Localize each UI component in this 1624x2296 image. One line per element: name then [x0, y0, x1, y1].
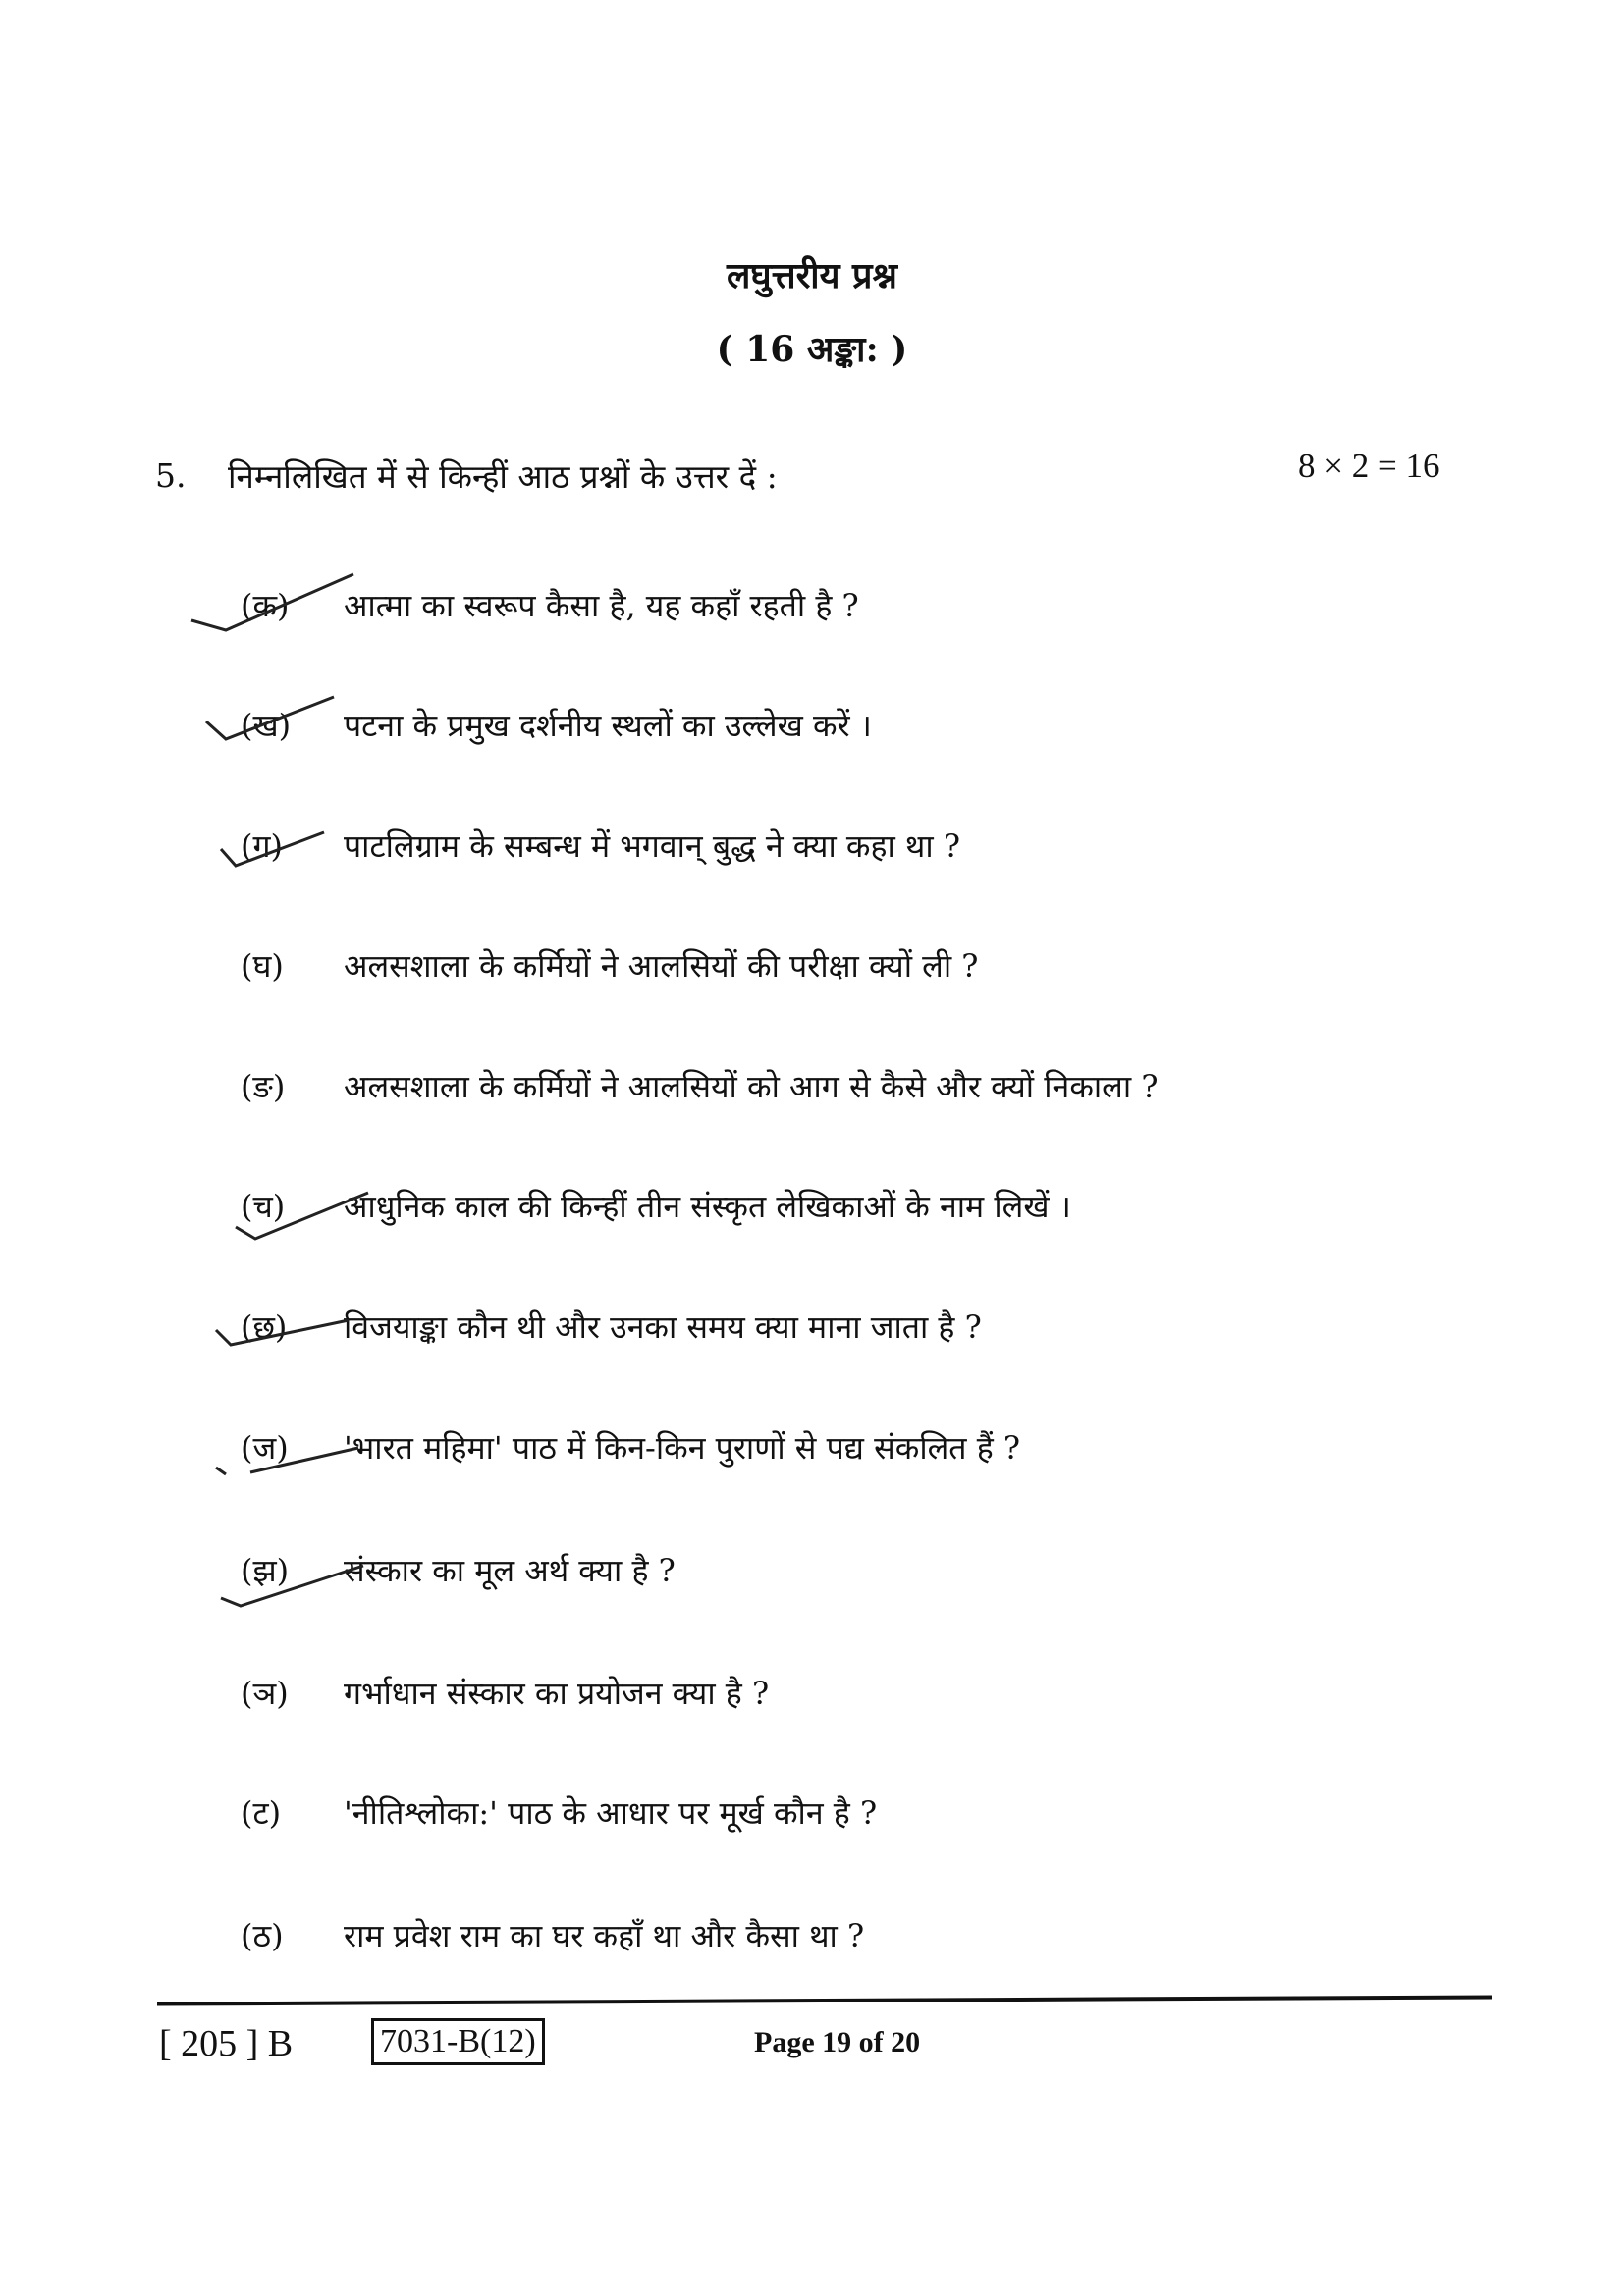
sub-question-text: 'भारत महिमा' पाठ में किन-किन पुराणों से पद्य संकलित हैं ? — [344, 1429, 1021, 1467]
sub-question-label: (क) — [241, 587, 290, 624]
sub-question — [241, 1065, 1159, 1107]
checkmark-icon — [211, 1433, 368, 1482]
checkmark-icon — [211, 1306, 358, 1355]
question-marks: 8 × 2 = 16 — [1298, 447, 1440, 485]
sub-question-label: (ग) — [241, 828, 283, 865]
sub-question — [241, 1914, 864, 1956]
section-title: लघुत्तरीय प्रश्न — [727, 255, 897, 296]
sub-question-label: (ठ) — [241, 1917, 284, 1954]
sub-question-text: राम प्रवेश राम का घर कहाँ था और कैसा था ? — [344, 1917, 865, 1954]
sub-question-label: (घ) — [241, 947, 284, 985]
sub-question-text: विजयाङ्का कौन थी और उनका समय क्या माना जाता है ? — [344, 1308, 982, 1346]
sub-question-label: (ख) — [241, 707, 292, 744]
question-instruction: निम्नलिखित में से किन्हीं आठ प्रश्नों के उत्तर दें : — [228, 457, 778, 496]
page-number: Page 19 of 20 — [754, 2026, 921, 2058]
footer-code: [ 205 ] B — [159, 2023, 294, 2064]
sub-question-text: अलसशाला के कर्मियों ने आलसियों को आग से कैसे और क्यों निकाला ? — [344, 1068, 1159, 1105]
sub-question-label: (छ) — [241, 1308, 288, 1346]
checkmark-icon — [187, 569, 363, 638]
sub-question — [241, 944, 978, 987]
checkmark-icon — [201, 692, 339, 751]
sub-question-label: (झ) — [241, 1552, 290, 1589]
sub-question-label: (ङ) — [241, 1068, 286, 1105]
sub-question-label: (ज) — [241, 1429, 289, 1467]
sub-question-text: पाटलिग्राम के सम्बन्ध में भगवान् बुद्ध ने क्या कहा था ? — [344, 828, 960, 865]
sub-question-text: पटना के प्रमुख दर्शनीय स्थलों का उल्लेख करें । — [344, 707, 872, 744]
sub-question — [241, 825, 960, 867]
checkmark-icon — [231, 1178, 378, 1247]
sub-question-label: (ञ) — [241, 1675, 289, 1712]
sub-question-text: आधुनिक काल की किन्हीं तीन संस्कृत लेखिकाओं के नाम लिखें । — [344, 1188, 1071, 1225]
sub-question-text: आत्मा का स्वरूप कैसा है, यह कहाँ रहती है ? — [344, 587, 859, 624]
sub-question-text: गर्भाधान संस्कार का प्रयोजन क्या है ? — [344, 1675, 770, 1712]
sub-question — [241, 1791, 877, 1834]
sub-question-label: (ट) — [241, 1794, 282, 1832]
sub-question-text: अलसशाला के कर्मियों ने आलसियों की परीक्षा क्यों ली ? — [344, 947, 979, 985]
footer-paper-code: 7031-B(12) — [371, 2018, 545, 2065]
footer-divider — [157, 1995, 1492, 2005]
sub-question-text: 'नीतिश्लोका:' पाठ के आधार पर मूर्ख कौन है ? — [344, 1794, 878, 1832]
checkmark-icon — [216, 1551, 373, 1610]
checkmark-icon — [216, 825, 334, 874]
question-number: 5. — [155, 456, 187, 495]
section-marks: ( 16 अङ्का: ) — [716, 329, 908, 370]
sub-question — [241, 1672, 769, 1714]
sub-question-text: संस्कार का मूल अर्थ क्या है ? — [344, 1552, 676, 1589]
sub-question-label: (च) — [241, 1188, 286, 1225]
